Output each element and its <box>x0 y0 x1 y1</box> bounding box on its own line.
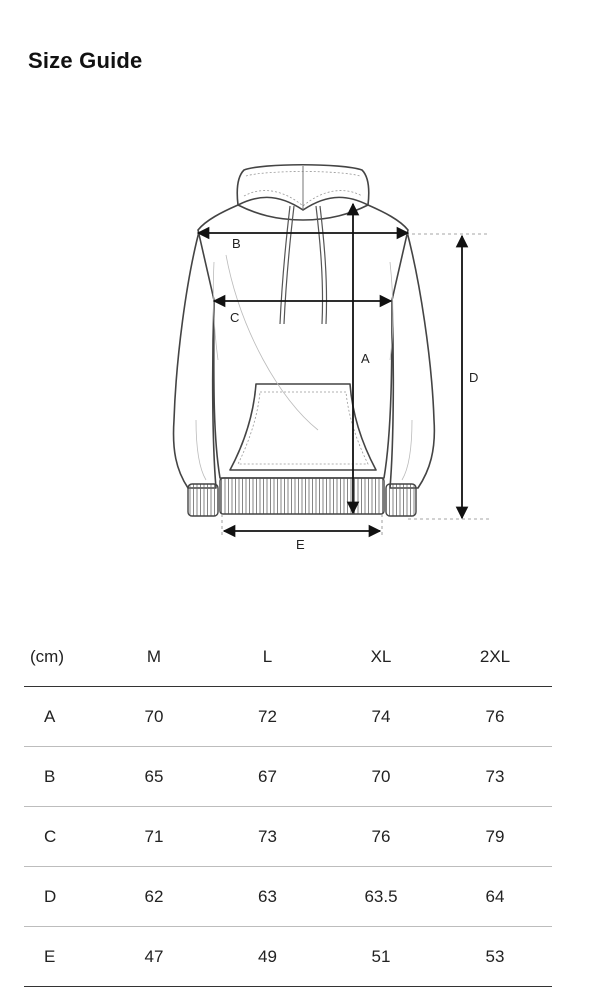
table-cell: 71 <box>97 807 211 867</box>
hoodie-measurement-diagram <box>0 150 613 570</box>
ribbed-bands <box>188 478 416 516</box>
table-row <box>24 687 552 747</box>
table-cell: 76 <box>324 807 438 867</box>
row-label: B <box>24 747 97 807</box>
table-cell: 73 <box>438 747 552 807</box>
right-cuff <box>386 484 416 516</box>
table-cell: 65 <box>97 747 211 807</box>
table-cell: 76 <box>438 687 552 747</box>
table-cell: 47 <box>97 927 211 987</box>
label-e: E <box>296 537 305 552</box>
size-header-row <box>24 627 552 687</box>
row-label: C <box>24 807 97 867</box>
table-cell: 72 <box>211 687 324 747</box>
table-row <box>24 867 552 927</box>
table-cell: 63.5 <box>324 867 438 927</box>
table-cell: 70 <box>97 687 211 747</box>
row-label: E <box>24 927 97 987</box>
hoodie-illustration <box>174 165 435 488</box>
table-cell: 70 <box>324 747 438 807</box>
label-a: A <box>361 351 370 366</box>
waistband <box>220 478 384 514</box>
size-header: L <box>211 627 324 687</box>
table-cell: 79 <box>438 807 552 867</box>
label-c: C <box>230 310 240 325</box>
page-title: Size Guide <box>28 48 143 73</box>
table-row <box>24 927 552 987</box>
size-header: 2XL <box>438 627 552 687</box>
unit-header: (cm) <box>24 627 97 687</box>
size-header: M <box>97 627 211 687</box>
size-chart-table <box>24 627 552 987</box>
table-cell: 73 <box>211 807 324 867</box>
table-cell: 64 <box>438 867 552 927</box>
table-row <box>24 807 552 867</box>
label-b: B <box>232 236 241 251</box>
table-cell: 62 <box>97 867 211 927</box>
row-label: D <box>24 867 97 927</box>
table-cell: 53 <box>438 927 552 987</box>
left-cuff <box>188 484 218 516</box>
table-row <box>24 747 552 807</box>
table-cell: 67 <box>211 747 324 807</box>
label-d: D <box>469 370 479 385</box>
size-header: XL <box>324 627 438 687</box>
row-label: A <box>24 687 97 747</box>
table-cell: 74 <box>324 687 438 747</box>
table-cell: 49 <box>211 927 324 987</box>
table-cell: 51 <box>324 927 438 987</box>
table-cell: 63 <box>211 867 324 927</box>
